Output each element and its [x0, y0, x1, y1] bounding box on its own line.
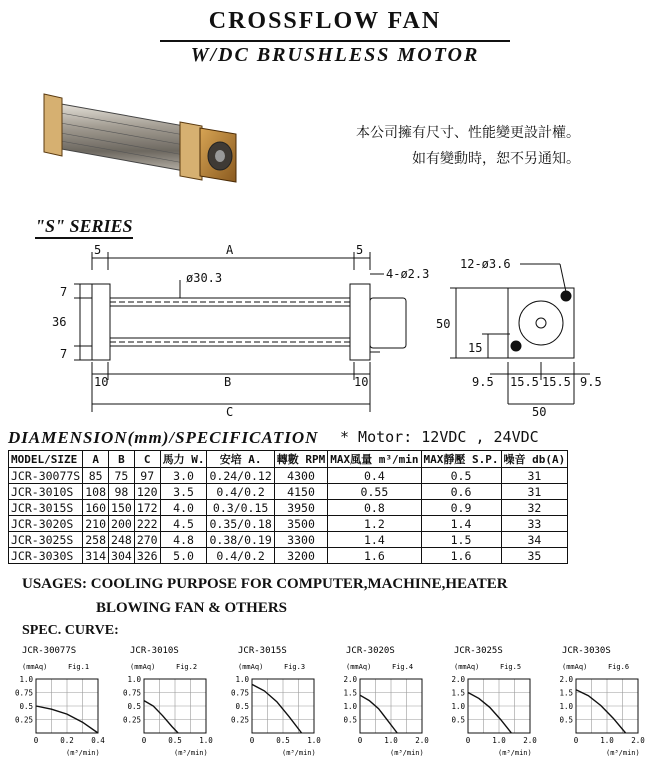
spec-header-cell: 馬力 W.: [160, 451, 207, 468]
table-cell: 4.0: [160, 500, 207, 516]
chart-ylabel: (mmAq): [562, 663, 588, 671]
table-row: [9, 516, 568, 532]
table-row: [9, 500, 568, 516]
y-tick-label: 2.0: [343, 675, 357, 684]
table-cell: 304: [109, 548, 135, 564]
chart-xlabel: (m³/min): [66, 749, 100, 757]
table-row: [9, 484, 568, 500]
usages-line-1: USAGES: COOLING PURPOSE FOR COMPUTER,MACHINE,HEATER: [22, 576, 508, 592]
chart-fig-label: Fig.4: [392, 663, 414, 671]
x-tick-label: 1.0: [492, 736, 506, 745]
table-cell: 326: [134, 548, 160, 564]
table-cell: 3300: [274, 532, 328, 548]
dim-10-right: 10: [354, 375, 369, 389]
y-tick-label: 0.5: [235, 702, 249, 711]
spec-header-cell: 噪音 db(A): [501, 451, 568, 468]
table-cell: 0.38/0.19: [207, 532, 274, 548]
x-tick-label: 0: [573, 736, 579, 745]
x-tick-label: 0.5: [168, 736, 182, 745]
side-15-5-left: 15.5: [510, 375, 539, 389]
y-tick-label: 1.0: [343, 702, 357, 711]
table-cell: 200: [109, 516, 135, 532]
dim-7-top: 7: [60, 285, 68, 299]
y-tick-label: 1.0: [235, 675, 249, 684]
chart-fig-label: Fig.2: [176, 663, 198, 671]
table-cell: JCR-3010S: [9, 484, 83, 500]
table-cell: 150: [109, 500, 135, 516]
page-title: CROSSFLOW FAN: [208, 8, 442, 34]
table-cell: 172: [134, 500, 160, 516]
chart-xlabel: (m³/min): [606, 749, 640, 757]
fan-product-image: [40, 72, 250, 192]
x-tick-label: 0: [33, 736, 39, 745]
table-cell: 4150: [274, 484, 328, 500]
series-line: [144, 701, 178, 733]
side-holes: 12-ø3.6: [460, 257, 511, 271]
spec-table: [8, 450, 568, 564]
side-9-5-left: 9.5: [472, 375, 494, 389]
side-15-5-right: 15.5: [542, 375, 571, 389]
usages-text: [22, 572, 508, 620]
dim-5-right: 5: [356, 243, 364, 257]
table-cell: 0.3/0.15: [207, 500, 274, 516]
motor-voltage: * Motor: 12VDC , 24VDC: [340, 428, 539, 446]
y-tick-label: 0.75: [14, 688, 33, 698]
series-line: [360, 695, 397, 733]
table-cell: 97: [134, 468, 160, 484]
notice-line-1: 本公司擁有尺寸、性能變更設計權。: [356, 125, 580, 141]
spec-curve-chart: [334, 643, 430, 776]
chart-title: JCR-3030S: [562, 646, 611, 656]
chart-fig-label: Fig.6: [608, 663, 630, 671]
table-cell: 0.8: [328, 500, 421, 516]
x-tick-label: 1.0: [199, 736, 213, 745]
table-cell: 35: [501, 548, 568, 564]
y-tick-label: 0.5: [127, 702, 141, 711]
table-cell: 4.5: [160, 516, 207, 532]
technical-drawing: [0, 240, 650, 420]
spec-curve-chart: [226, 643, 322, 776]
spec-header-cell: MODEL/SIZE: [9, 451, 83, 468]
table-cell: 314: [83, 548, 109, 564]
table-cell: 120: [134, 484, 160, 500]
y-tick-label: 0.75: [122, 688, 141, 698]
table-cell: 258: [83, 532, 109, 548]
table-cell: JCR-30077S: [9, 468, 83, 484]
chart-xlabel: (m³/min): [498, 749, 532, 757]
y-tick-label: 0.5: [559, 715, 573, 725]
y-tick-label: 0.5: [19, 702, 33, 711]
table-cell: 3.5: [160, 484, 207, 500]
table-cell: JCR-3025S: [9, 532, 83, 548]
chart-title: JCR-30077S: [22, 646, 77, 656]
table-cell: 1.6: [421, 548, 501, 564]
table-cell: 210: [83, 516, 109, 532]
spec-curve-chart: [10, 643, 106, 776]
table-cell: 0.4: [328, 468, 421, 484]
side-50-vertical: 50: [436, 317, 451, 331]
table-cell: 75: [109, 468, 135, 484]
chart-ylabel: (mmAq): [346, 663, 372, 671]
dim-7-bottom: 7: [60, 347, 68, 361]
spec-header-cell: A: [83, 451, 109, 468]
table-cell: 3500: [274, 516, 328, 532]
table-row: [9, 468, 568, 484]
x-tick-label: 0.2: [60, 736, 74, 745]
table-cell: 98: [109, 484, 135, 500]
spec-header-cell: 安培 A.: [207, 451, 274, 468]
y-tick-label: 1.0: [19, 675, 33, 684]
chart-xlabel: (m³/min): [174, 749, 208, 757]
x-tick-label: 0.4: [91, 736, 105, 745]
table-cell: 270: [134, 532, 160, 548]
y-tick-label: 0.25: [122, 715, 141, 725]
spec-header-cell: MAX風量 m³/min: [328, 451, 421, 468]
table-cell: 3.0: [160, 468, 207, 484]
table-cell: JCR-3030S: [9, 548, 83, 564]
chart-svg: [334, 643, 430, 771]
chart-title: JCR-3010S: [130, 646, 179, 656]
spec-curve-chart: [550, 643, 646, 776]
dim-b: B: [224, 375, 232, 389]
table-cell: 1.4: [328, 532, 421, 548]
spec-header-cell: MAX靜壓 S.P.: [421, 451, 501, 468]
table-cell: 222: [134, 516, 160, 532]
table-cell: 3950: [274, 500, 328, 516]
table-cell: 32: [501, 500, 568, 516]
side-9-5-right: 9.5: [580, 375, 602, 389]
series-line: [468, 693, 511, 734]
x-tick-label: 2.0: [523, 736, 537, 745]
series-line: [252, 684, 302, 733]
x-tick-label: 0: [465, 736, 471, 745]
chart-ylabel: (mmAq): [130, 663, 156, 671]
spec-header-cell: 轉數 RPM: [274, 451, 328, 468]
y-tick-label: 2.0: [451, 675, 465, 684]
chart-title: JCR-3015S: [238, 646, 287, 656]
chart-svg: [10, 643, 106, 771]
side-15: 15: [468, 341, 483, 355]
chart-fig-label: Fig.1: [68, 663, 90, 671]
table-cell: 108: [83, 484, 109, 500]
table-cell: 1.6: [328, 548, 421, 564]
table-cell: 0.55: [328, 484, 421, 500]
y-tick-label: 2.0: [559, 675, 573, 684]
page-subtitle: W/DC BRUSHLESS MOTOR: [160, 40, 510, 67]
dim-10-left: 10: [94, 375, 109, 389]
chart-ylabel: (mmAq): [454, 663, 480, 671]
chart-svg: [118, 643, 214, 771]
table-cell: 0.35/0.18: [207, 516, 274, 532]
y-tick-label: 1.5: [559, 688, 573, 698]
y-tick-label: 0.5: [451, 715, 465, 725]
y-tick-label: 1.0: [127, 675, 141, 684]
chart-title: JCR-3025S: [454, 646, 503, 656]
chart-svg: [442, 643, 538, 771]
table-cell: 248: [109, 532, 135, 548]
chart-title: JCR-3020S: [346, 646, 395, 656]
table-cell: 0.9: [421, 500, 501, 516]
table-cell: 0.5: [421, 468, 501, 484]
x-tick-label: 0: [357, 736, 363, 745]
series-line: [576, 690, 626, 733]
dim-5-left: 5: [94, 243, 102, 257]
chart-svg: [226, 643, 322, 771]
notice-line-2: 如有變動時，恕不另通知。: [412, 151, 580, 167]
table-row: [9, 532, 568, 548]
table-cell: 4.8: [160, 532, 207, 548]
chart-ylabel: (mmAq): [238, 663, 264, 671]
x-tick-label: 1.0: [384, 736, 398, 745]
spec-header-cell: C: [134, 451, 160, 468]
table-cell: 31: [501, 468, 568, 484]
chart-fig-label: Fig.5: [500, 663, 522, 671]
dim-c: C: [226, 405, 234, 419]
x-tick-label: 0: [249, 736, 255, 745]
y-tick-label: 0.75: [230, 688, 249, 698]
table-cell: 0.6: [421, 484, 501, 500]
usages-line-2: BLOWING FAN & OTHERS: [96, 600, 287, 616]
chart-svg: [550, 643, 646, 771]
table-cell: 1.4: [421, 516, 501, 532]
chart-fig-label: Fig.3: [284, 663, 306, 671]
chart-xlabel: (m³/min): [282, 749, 316, 757]
spec-title: DIAMENSION(mm)/SPECIFICATION: [8, 428, 319, 447]
x-tick-label: 0.5: [276, 736, 290, 745]
side-50-horizontal: 50: [532, 405, 547, 419]
x-tick-label: 1.0: [600, 736, 614, 745]
table-cell: 3200: [274, 548, 328, 564]
table-row: [9, 548, 568, 564]
spec-curve-chart: [118, 643, 214, 776]
table-cell: 0.24/0.12: [207, 468, 274, 484]
table-cell: 1.2: [328, 516, 421, 532]
table-cell: 34: [501, 532, 568, 548]
table-cell: 33: [501, 516, 568, 532]
table-cell: 160: [83, 500, 109, 516]
dim-hole: 4-ø2.3: [386, 267, 430, 281]
table-cell: JCR-3015S: [9, 500, 83, 516]
spec-curve-title: SPEC. CURVE:: [22, 623, 119, 638]
table-cell: 4300: [274, 468, 328, 484]
table-cell: 31: [501, 484, 568, 500]
y-tick-label: 1.0: [559, 702, 573, 711]
chart-xlabel: (m³/min): [390, 749, 424, 757]
spec-header-cell: B: [109, 451, 135, 468]
y-tick-label: 1.5: [343, 688, 357, 698]
y-tick-label: 1.5: [451, 688, 465, 698]
notice-text: [356, 120, 580, 172]
x-tick-label: 1.0: [307, 736, 321, 745]
dim-diameter: ø30.3: [186, 271, 223, 285]
table-cell: 85: [83, 468, 109, 484]
series-label: "S" SERIES: [35, 216, 133, 239]
x-tick-label: 0: [141, 736, 147, 745]
table-cell: 5.0: [160, 548, 207, 564]
spec-table-body: [9, 468, 568, 564]
x-tick-label: 2.0: [631, 736, 645, 745]
table-cell: JCR-3020S: [9, 516, 83, 532]
table-cell: 0.4/0.2: [207, 484, 274, 500]
dim-a: A: [226, 243, 234, 257]
y-tick-label: 0.25: [230, 715, 249, 725]
x-tick-label: 2.0: [415, 736, 429, 745]
spec-curve-chart: [442, 643, 538, 776]
chart-ylabel: (mmAq): [22, 663, 48, 671]
table-cell: 0.4/0.2: [207, 548, 274, 564]
spec-table-header: [9, 451, 568, 468]
y-tick-label: 0.5: [343, 715, 357, 725]
y-tick-label: 0.25: [14, 715, 33, 725]
table-cell: 1.5: [421, 532, 501, 548]
y-tick-label: 1.0: [451, 702, 465, 711]
dim-36: 36: [52, 315, 67, 329]
